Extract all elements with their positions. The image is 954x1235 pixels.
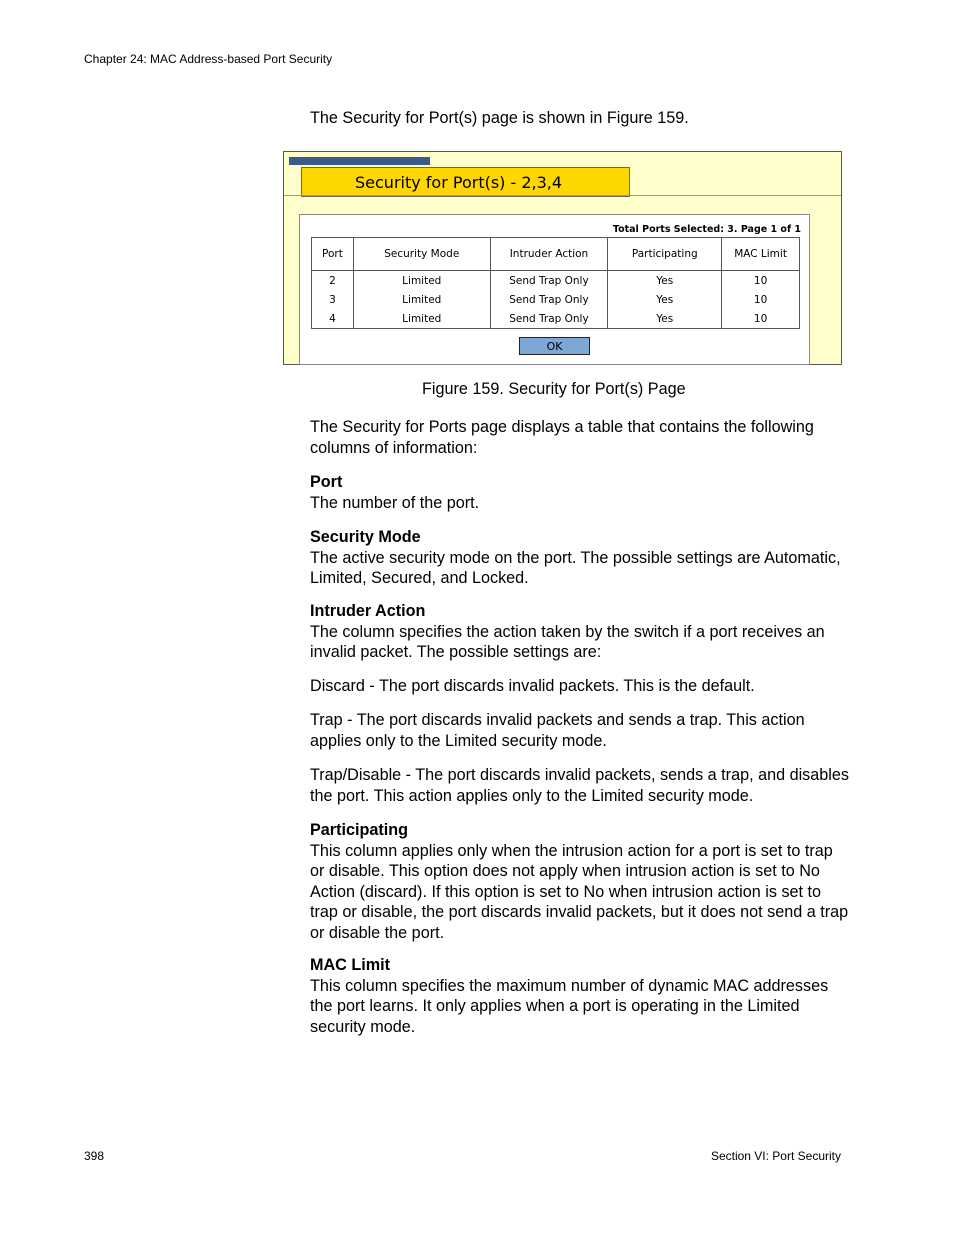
term-heading: MAC Limit	[310, 956, 391, 974]
section-intruder-action	[310, 601, 850, 663]
cell-participating: Yes	[608, 309, 722, 329]
cell-port: 4	[312, 309, 354, 329]
cell-mac-limit: 10	[722, 309, 800, 329]
option-trap-disable: Trap/Disable - The port discards invalid packets, sends a trap, and disables the port. This action applies only to the Limited security mode.	[310, 766, 849, 805]
term-description: The column specifies the action taken by the switch if a port receives an invalid packet. The possible settings are:	[310, 622, 825, 661]
term-heading: Participating	[310, 821, 409, 839]
figure-title: Security for Port(s) - 2,3,4	[355, 173, 563, 192]
cell-security-mode: Limited	[353, 309, 490, 329]
cell-intruder-action: Send Trap Only	[490, 290, 608, 309]
term-description: This column specifies the maximum number of dynamic MAC addresses the port learns. It only applies when a port is operating in the Limited security mode.	[310, 976, 829, 1036]
term-description: This column applies only when the intrusion action for a port is set to trap or disable. This option does not apply when intrusion action is set to No Action (discard). If this option is set to No when intrusion action is set to trap or disable, the port discards invalid packets, but it does not send a trap or disable the port.	[310, 841, 849, 942]
table-row	[312, 271, 800, 291]
figure-caption: Figure 159. Security for Port(s) Page	[422, 380, 686, 398]
term-heading: Intruder Action	[310, 602, 426, 620]
cell-intruder-action: Send Trap Only	[490, 271, 608, 291]
option-discard: Discard - The port discards invalid packets. This is the default.	[310, 677, 755, 695]
table-row	[312, 309, 800, 329]
title-box	[301, 167, 630, 197]
ok-button[interactable]: OK	[519, 337, 590, 355]
cell-mac-limit: 10	[722, 271, 800, 291]
cell-security-mode: Limited	[353, 290, 490, 309]
section-security-mode	[310, 527, 850, 589]
cell-participating: Yes	[608, 290, 722, 309]
col-header-participating: Participating	[608, 238, 722, 271]
section-mac-limit	[310, 955, 850, 1037]
term-heading: Security Mode	[310, 528, 421, 546]
tab-bar	[289, 157, 430, 165]
ports-summary: Total Ports Selected: 3. Page 1 of 1	[612, 224, 801, 235]
col-header-mac-limit: MAC Limit	[722, 238, 800, 271]
figure-screenshot	[283, 151, 842, 365]
col-header-port: Port	[312, 238, 354, 271]
term-description: The number of the port.	[310, 493, 480, 512]
intro-text: The Security for Port(s) page is shown in Figure 159.	[310, 109, 689, 127]
divider	[284, 195, 841, 196]
cell-intruder-action: Send Trap Only	[490, 309, 608, 329]
cell-security-mode: Limited	[353, 271, 490, 291]
term-heading: Port	[310, 473, 343, 491]
table-header-row	[312, 238, 800, 271]
cell-participating: Yes	[608, 271, 722, 291]
section-footer: Section VI: Port Security	[710, 1149, 841, 1163]
term-description: The active security mode on the port. The possible settings are Automatic, Limited, Secured, and Locked.	[310, 548, 841, 587]
cell-port: 3	[312, 290, 354, 309]
section-port	[310, 472, 850, 513]
page-number: 398	[84, 1149, 105, 1163]
cell-mac-limit: 10	[722, 290, 800, 309]
table-row	[312, 290, 800, 309]
security-table	[311, 237, 800, 329]
option-trap: Trap - The port discards invalid packets and sends a trap. This action applies only to the Limited security mode.	[310, 711, 805, 750]
table-panel	[299, 214, 810, 365]
body-intro: The Security for Ports page displays a table that contains the following columns of information:	[310, 418, 814, 457]
cell-port: 2	[312, 271, 354, 291]
col-header-security-mode: Security Mode	[353, 238, 490, 271]
section-participating	[310, 820, 850, 943]
page-header: Chapter 24: MAC Address-based Port Security	[84, 52, 333, 66]
col-header-intruder-action: Intruder Action	[490, 238, 608, 271]
